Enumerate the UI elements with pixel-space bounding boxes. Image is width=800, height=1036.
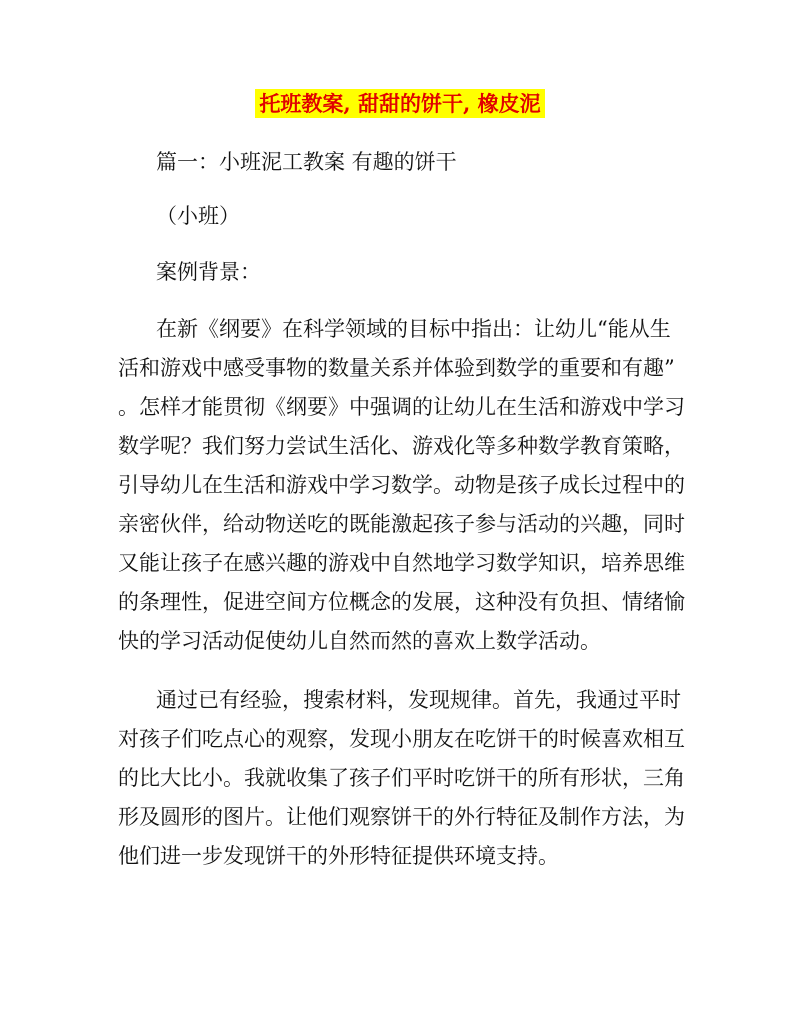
paragraph-line: 。怎样才能贯彻《纲要》中强调的让幼儿在生活和游戏中学习 [118,395,685,419]
paragraph-line: 活和游戏中感受事物的数量关系并体验到数学的重要和有趣” [118,356,675,380]
paragraph-line: 对孩子们吃点心的观察，发现小朋友在吃饼干的时候喜欢相互 [118,727,685,751]
paragraph-line: 在新《纲要》在科学领域的目标中指出：让幼儿“能从生 [156,317,671,341]
paragraph-line: 数学呢？我们努力尝试生活化、游戏化等多种数学教育策略， [118,434,685,458]
paragraph-experience [118,681,688,876]
paragraph-line: 通过已有经验，搜索材料，发现规律。首先，我通过平时 [156,688,681,712]
background-label: 案例背景： [156,260,261,284]
class-label: （小班） [156,204,240,228]
document-title-text: 托班教案, 甜甜的饼干, 橡皮泥 [255,89,544,118]
paragraph-line: 引导幼儿在生活和游戏中学习数学。动物是孩子成长过程中的 [118,473,685,497]
paragraph-line: 又能让孩子在感兴趣的游戏中自然地学习数学知识，培养思维 [118,551,685,575]
paragraph-line: 他们进一步发现饼干的外形特征提供环境支持。 [118,844,559,868]
paragraph-line: 的比大比小。我就收集了孩子们平时吃饼干的所有形状，三角 [118,766,685,790]
paragraph-background [118,310,688,661]
document-title [0,88,800,120]
paragraph-line: 亲密伙伴，给动物送吃的既能激起孩子参与活动的兴趣，同时 [118,512,685,536]
section-heading: 篇一：小班泥工教案 有趣的饼干 [156,150,457,174]
paragraph-line: 形及圆形的图片。让他们观察饼干的外行特征及制作方法，为 [118,805,685,829]
paragraph-line: 快的学习活动促使幼儿自然而然的喜欢上数学活动。 [118,629,601,653]
paragraph-line: 的条理性，促进空间方位概念的发展，这种没有负担、情绪愉 [118,590,685,614]
